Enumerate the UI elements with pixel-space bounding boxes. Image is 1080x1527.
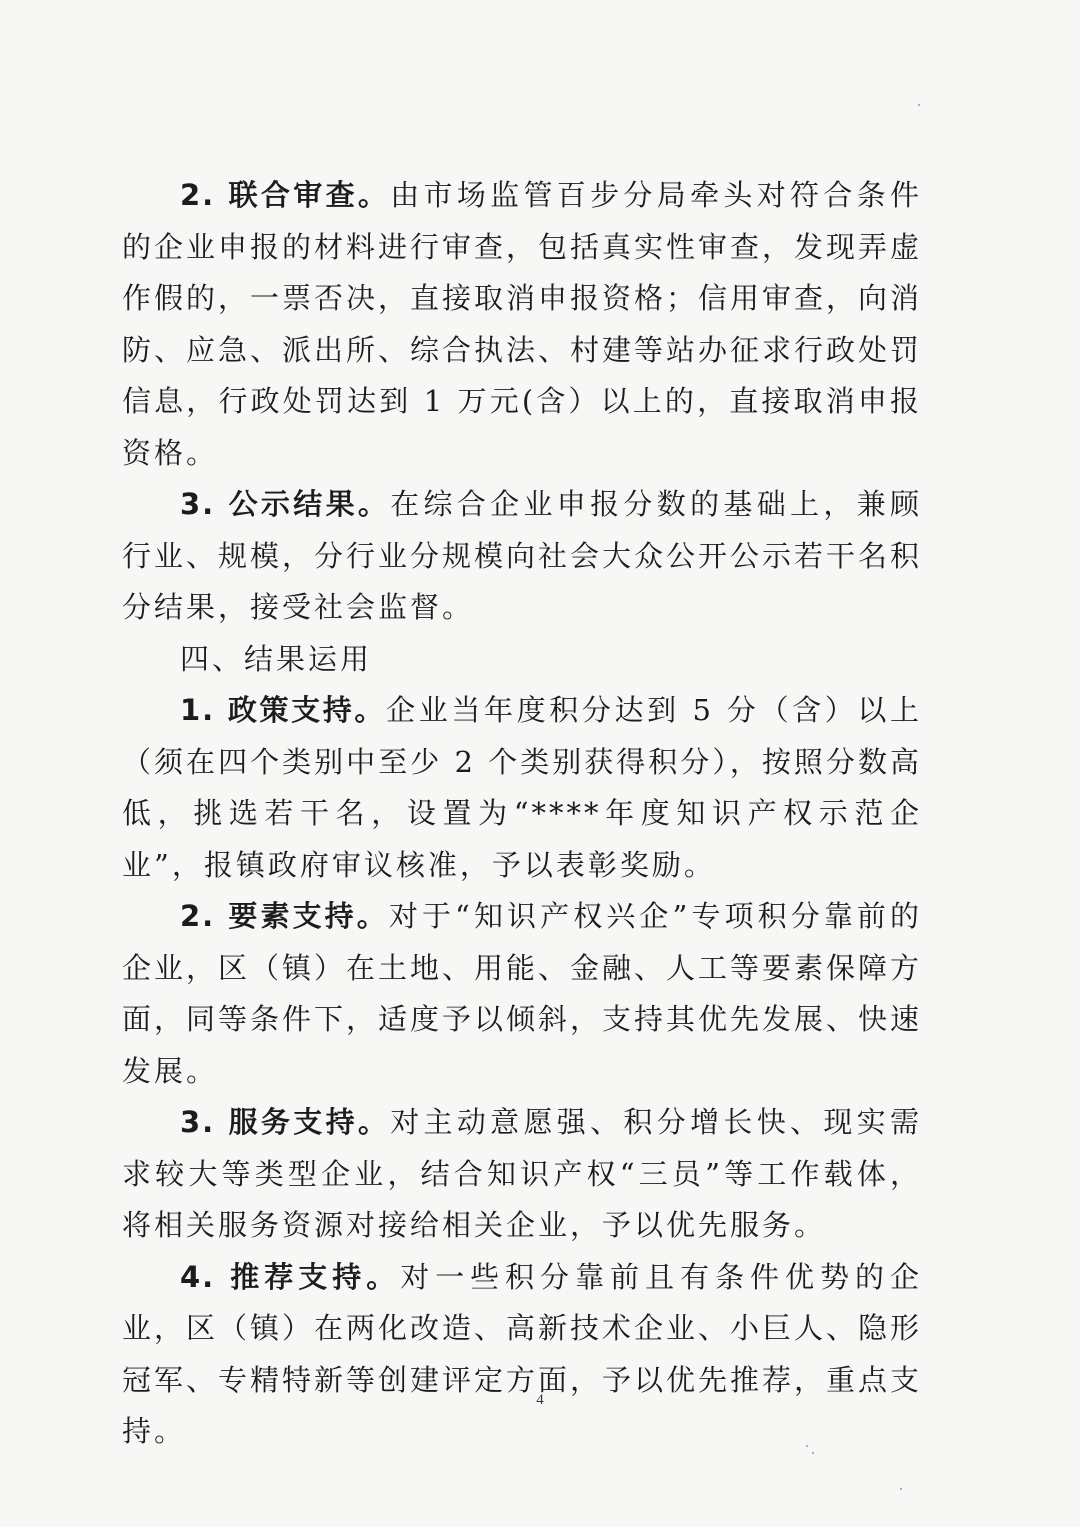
paragraph-lead: 1. 政策支持。 <box>180 693 387 727</box>
paragraph-publicize-results <box>122 479 922 634</box>
paragraph-recommendation-support <box>122 1252 922 1458</box>
paragraph-text: 在综合企业申报分数的基础上，兼顾行业、规模，分行业分规模向社会大众公开公示若干名积分结果，接受社会监督。 <box>122 487 923 624</box>
paragraph-text: 对于“知识产权兴企”专项积分靠前的企业，区（镇）在土地、用能、金融、人工等要素保障方面，同等条件下，适度予以倾斜，支持其优先发展、快速发展。 <box>122 899 923 1088</box>
paragraph-text: 对一些积分靠前且有条件优势的企业，区（镇）在两化改造、高新技术企业、小巨人、隐形冠军、专精特新等创建评定方面，予以优先推荐，重点支持。 <box>122 1259 923 1448</box>
paragraph-policy-support <box>122 685 922 891</box>
page-number: 4 <box>536 1392 544 1408</box>
paragraph-service-support <box>122 1097 922 1252</box>
scan-speck <box>812 1452 814 1454</box>
paragraph-factor-support <box>122 891 922 1097</box>
paragraph-lead: 2. 要素支持。 <box>180 899 389 933</box>
paragraph-lead: 2. 联合审查。 <box>180 178 391 212</box>
scan-speck <box>806 1445 808 1447</box>
paragraph-text: 对主动意愿强、积分增长快、现实需求较大等类型企业，结合知识产权“三员”等工作载体，将相关服务资源对接给相关企业，予以优先服务。 <box>122 1105 922 1242</box>
paragraph-lead: 4. 推荐支持。 <box>180 1259 401 1294</box>
paragraph-text: 企业当年度积分达到 5 分（含）以上（须在四个类别中至少 2 个类别获得积分），按照分数高低，挑选若干名，设置为“****年度知识产权示范企业”，报镇政府审议核准，予以表彰奖励。 <box>122 693 922 882</box>
paragraph-joint-review <box>122 170 922 479</box>
paragraph-lead: 3. 服务支持。 <box>180 1105 391 1139</box>
paragraph-text: 由市场监管百步分局牵头对符合条件的企业申报的材料进行审查，包括真实性审查，发现弄虚作假的，一票否决，直接取消申报资格；信用审查，向消防、应急、派出所、综合执法、村建等站办征求行政处罚信息，行政处罚达到 1 万元(含）以上的，直接取消申报资格。 <box>122 178 923 470</box>
section-heading: 四、结果运用 <box>180 641 373 676</box>
document-body <box>122 170 922 1458</box>
paragraph-lead: 3. 公示结果。 <box>180 487 391 521</box>
scan-speck <box>900 1488 902 1490</box>
scan-speck <box>918 104 920 106</box>
